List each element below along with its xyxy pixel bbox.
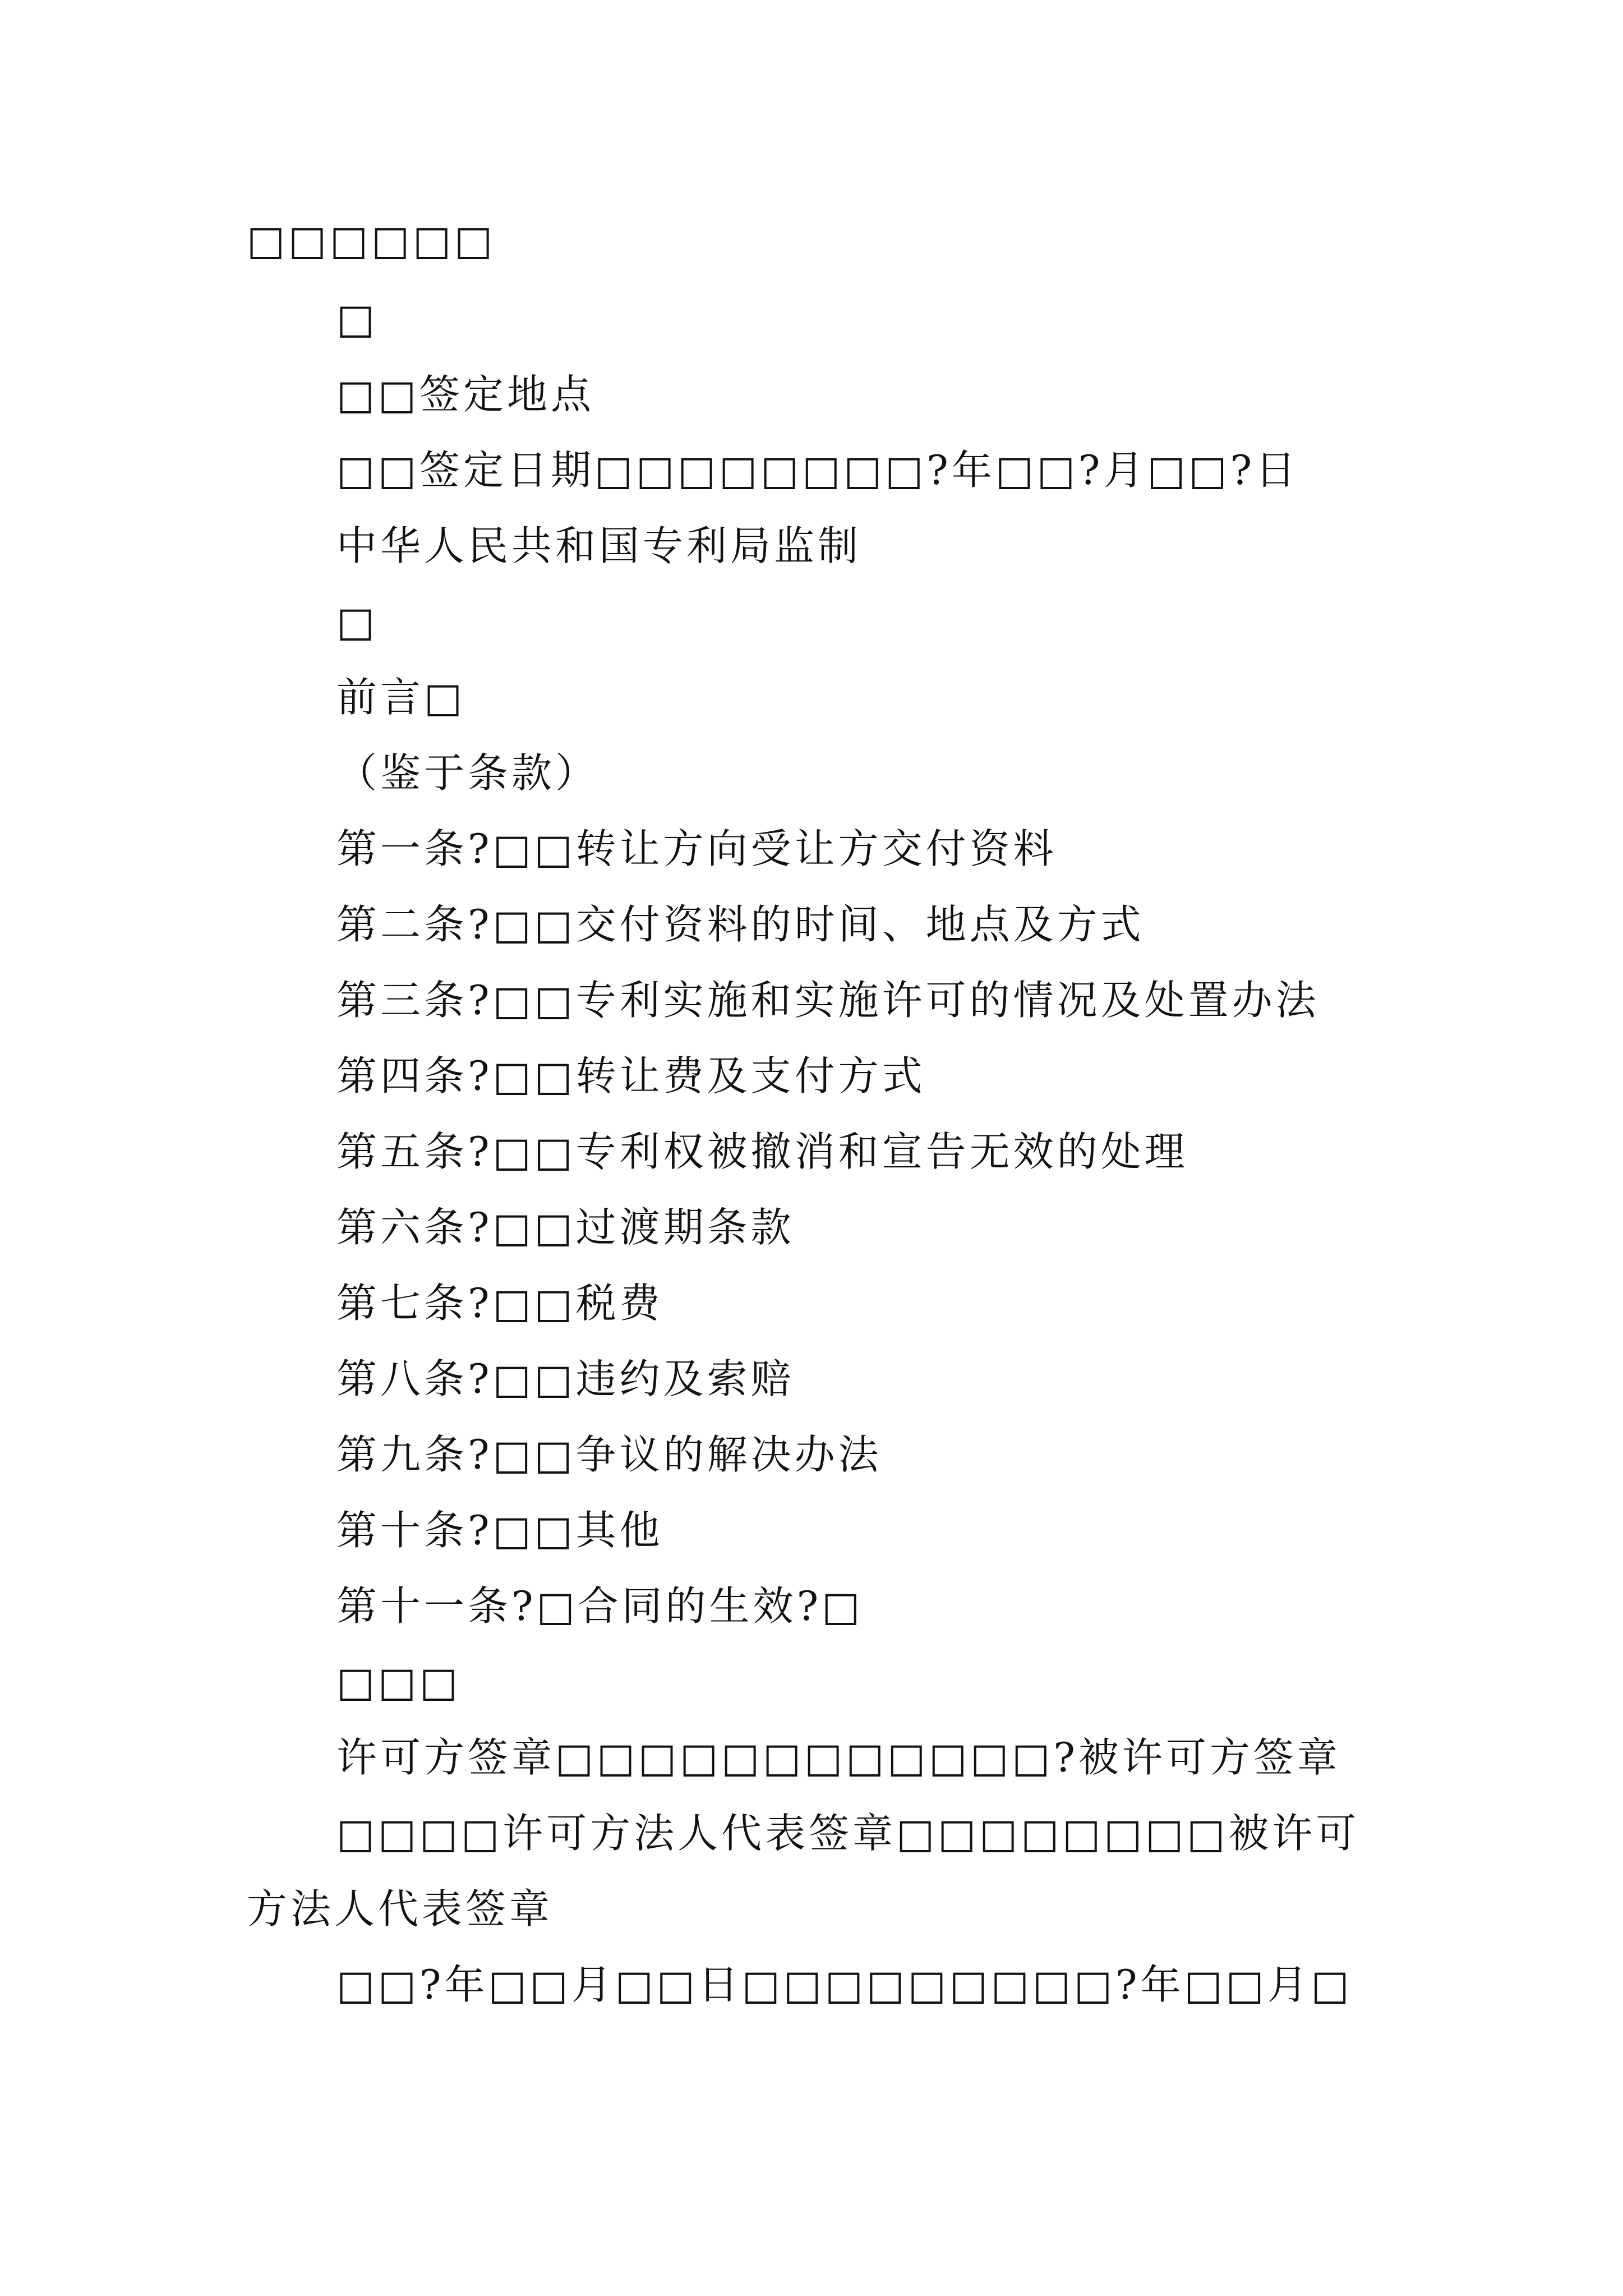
article-11: 第十一条?□合同的生效?□: [336, 1582, 864, 1630]
signature-dates: □□?年□□月□□日□□□□□□□□□?年□□月□: [336, 1961, 1353, 2008]
header-placeholder: □□□□□□: [247, 217, 496, 264]
article-2: 第二条?□□交付资料的时间、地点及方式: [336, 901, 1145, 948]
signing-date: □□签定日期□□□□□□□□?年□□?月□□?日: [336, 447, 1299, 494]
article-5: 第五条?□□专利权被撤消和宣告无效的处理: [336, 1128, 1188, 1175]
legal-rep-signatures-cont: 方法人代表签章: [247, 1885, 554, 1932]
article-8: 第八条?□□违约及索赔: [336, 1355, 795, 1402]
article-6: 第六条?□□过渡期条款: [336, 1204, 795, 1251]
legal-rep-signatures: □□□□许可方法人代表签章□□□□□□□□被许可: [336, 1810, 1360, 1857]
preface-heading: 前言□: [336, 674, 466, 721]
blank-line: □□□: [336, 1658, 462, 1705]
article-7: 第七条?□□税费: [336, 1280, 663, 1327]
article-10: 第十条?□□其他: [336, 1507, 663, 1554]
article-9: 第九条?□□争议的解决办法: [336, 1431, 882, 1478]
blank-line: □: [336, 598, 379, 645]
recitals-heading: （鉴于条款）: [336, 749, 600, 797]
article-1: 第一条?□□转让方向受让方交付资料: [336, 825, 1057, 872]
article-3: 第三条?□□专利实施和实施许可的情况及处置办法: [336, 977, 1320, 1024]
issuer-line: 中华人民共和国专利局监制: [336, 522, 862, 569]
signing-place: □□签定地点: [336, 371, 595, 418]
article-4: 第四条?□□转让费及支付方式: [336, 1052, 926, 1099]
blank-line: □: [336, 295, 379, 342]
signature-parties: 许可方签章□□□□□□□□□□□□?被许可方签章: [336, 1734, 1341, 1781]
